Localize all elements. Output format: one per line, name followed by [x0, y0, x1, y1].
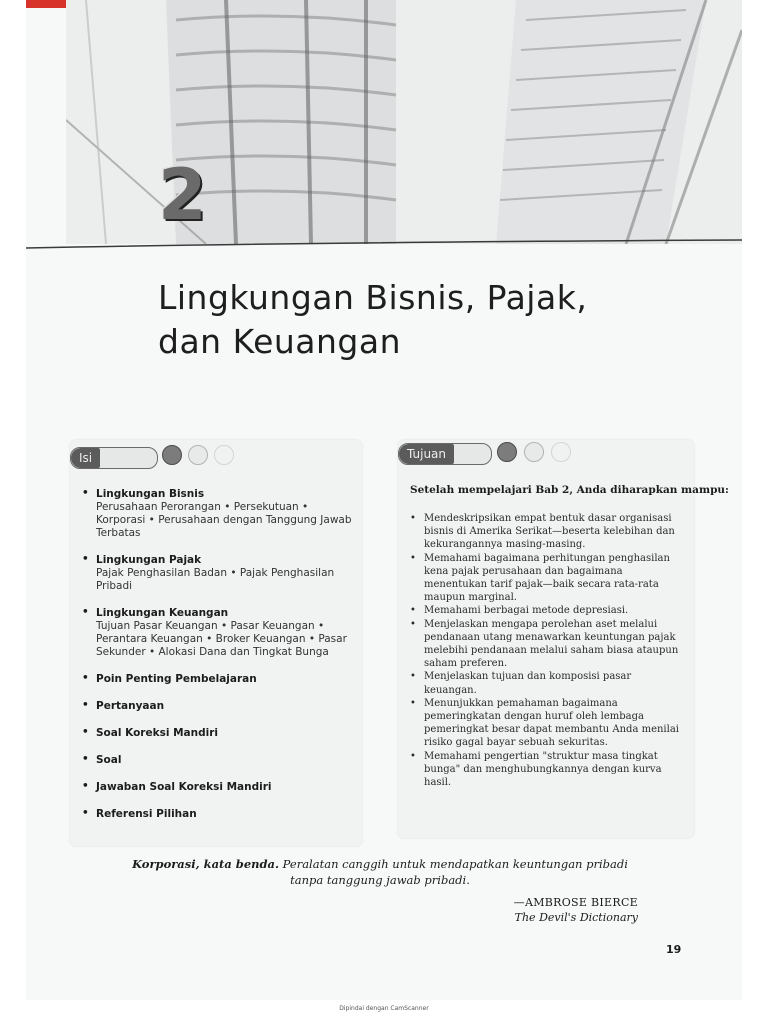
list-item: [82, 553, 357, 593]
circle-light-icon: [214, 445, 234, 465]
chapter-title-line-2: dan Keuangan: [158, 322, 402, 361]
chapter-number: 2: [158, 154, 207, 236]
contents-subtopics: Tujuan Pasar Keuangan • Pasar Keuangan • Perantara Keuangan • Broker Keuangan • Pasar Sekunder • Alokasi Dana dan Tingkat Bunga: [96, 620, 347, 658]
page-number: 19: [666, 943, 682, 956]
epigraph-source: The Devil's Dictionary: [514, 911, 638, 924]
objectives-tab: [398, 443, 492, 465]
contents-heading: • Jawaban Soal Koreksi Mandiri: [96, 781, 272, 793]
accent-bar-left: [26, 0, 68, 8]
contents-heading: • Lingkungan Pajak: [96, 554, 202, 566]
epigraph-lead: Korporasi, kata benda.: [132, 857, 280, 871]
banner-divider: [26, 236, 742, 250]
epigraph-author: —AMBROSE BIERCE: [513, 896, 638, 909]
contents-heading: • Lingkungan Keuangan: [96, 607, 229, 619]
objectives-tab-label: Tujuan: [399, 444, 454, 464]
contents-heading: • Soal: [96, 754, 122, 766]
contents-list: [82, 487, 357, 834]
contents-heading: • Referensi Pilihan: [96, 808, 197, 820]
contents-tab: [70, 447, 158, 469]
list-item: [82, 780, 357, 794]
scanner-watermark: Dipindai dengan CamScanner: [339, 1005, 429, 1012]
chapter-title: [158, 276, 678, 364]
contents-tab-label: Isi: [71, 448, 100, 468]
list-item: [82, 606, 357, 659]
epigraph: [120, 856, 640, 888]
epigraph-text: Peralatan canggih untuk mendapatkan keuntungan pribadi tanpa tanggung jawab pribadi.: [282, 857, 628, 887]
list-item: • Memahami bagaimana perhitungan penghasilan kena pajak perusahaan dan bagaimana menentukan tarif pajak—baik secara rata-rata maupun marginal.: [410, 552, 686, 605]
list-item: • Memahami pengertian "struktur masa tingkat bunga" dan menghubungkannya dengan kurva hasil.: [410, 750, 686, 790]
contents-heading: • Pertanyaan: [96, 700, 165, 712]
circle-dark-icon: [497, 442, 517, 462]
list-item: • Menunjukkan pemahaman bagaimana pemeringkatan dengan huruf oleh lembaga pemeringkat besar dapat membantu Anda menilai risiko gagal bayar sebuah sekuritas.: [410, 697, 686, 750]
circle-mid-icon: [524, 442, 544, 462]
list-item: [82, 672, 357, 686]
chapter-title-line-1: Lingkungan Bisnis, Pajak,: [158, 278, 588, 317]
list-item: [82, 807, 357, 821]
contents-heading: • Soal Koreksi Mandiri: [96, 727, 218, 739]
list-item: • Menjelaskan tujuan dan komposisi pasar keuangan.: [410, 670, 686, 696]
contents-heading: • Lingkungan Bisnis: [96, 488, 205, 500]
circle-dark-icon: [162, 445, 182, 465]
circle-light-icon: [551, 442, 571, 462]
list-item: • Memahami berbagai metode depresiasi.: [410, 604, 686, 617]
objectives-list: [410, 512, 686, 789]
list-item: [82, 699, 357, 713]
contents-heading: • Poin Penting Pembelajaran: [96, 673, 257, 685]
contents-subtopics: Pajak Penghasilan Badan • Pajak Penghasilan Pribadi: [96, 567, 335, 592]
list-item: [82, 753, 357, 767]
contents-subtopics: Perusahaan Perorangan • Persekutuan • Korporasi • Perusahaan dengan Tanggung Jawab Terbatas: [96, 501, 352, 539]
list-item: [82, 487, 357, 540]
list-item: • Mendeskripsikan empat bentuk dasar organisasi bisnis di Amerika Serikat—beserta kelebihan dan kekurangannya masing-masing.: [410, 512, 686, 552]
circle-mid-icon: [188, 445, 208, 465]
list-item: [82, 726, 357, 740]
objectives-intro: Setelah mempelajari Bab 2, Anda diharapkan mampu:: [410, 484, 729, 496]
list-item: • Menjelaskan mengapa perolehan aset melalui pendanaan utang menawarkan keuntungan pajak melebihi pendanaan melalui saham biasa ataupun saham preferen.: [410, 618, 686, 671]
